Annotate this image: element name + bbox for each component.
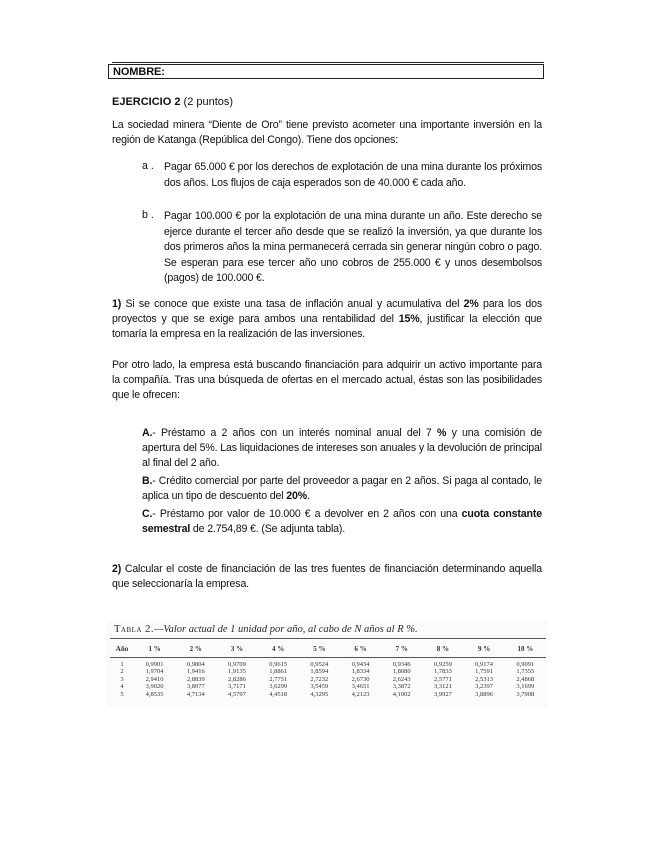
table-top-rule — [110, 638, 546, 639]
table-cell: 3,9020 — [145, 683, 164, 691]
exercise-title: EJERCICIO 2 — [112, 96, 181, 108]
financing-letter: A. — [142, 427, 153, 439]
inflation-rate: 2% — [463, 298, 479, 310]
table-title — [114, 624, 418, 635]
question-2 — [112, 562, 542, 592]
table-cell: 1,8861 — [269, 668, 288, 676]
table-title-text: —Valor actual de 1 unidad por año, al cabo de N años al R %. — [153, 624, 418, 635]
table-cell: 3,1699 — [516, 683, 535, 691]
table-cell: 2,8286 — [228, 675, 246, 683]
financing-option-b — [142, 474, 542, 504]
table-cell: 2,5313 — [475, 675, 494, 683]
table-cell: 0,9804 — [186, 661, 205, 668]
table-cell: 0,9259 — [433, 661, 452, 668]
present-value-table — [110, 644, 546, 698]
table-cell-year: 3 — [120, 675, 124, 683]
table-row — [110, 676, 546, 683]
financing-option-a — [142, 426, 542, 471]
exercise-heading — [112, 96, 233, 108]
financing-option-c — [142, 507, 542, 537]
table-cell: 0,9434 — [351, 661, 370, 668]
table-cell: 1,8334 — [351, 668, 370, 676]
financing-text: de 2.754,89 €. (Se adjunta tabla). — [190, 523, 346, 535]
table-cell: 3,4651 — [351, 683, 370, 691]
table-header-rate: 7 % — [395, 645, 408, 653]
table-cell: 4,7134 — [186, 690, 205, 698]
table-cell: 1,7833 — [433, 668, 452, 676]
table-header-rate: 2 % — [189, 645, 202, 653]
table-cell: 0,9709 — [228, 661, 246, 668]
table-cell: 1,9704 — [145, 668, 164, 676]
table-row — [110, 661, 546, 668]
question-2-text: Calcular el coste de financiación de las tres fuentes de financiación determinando aquella que seleccionaría la empresa. — [112, 563, 542, 590]
table-cell: 2,7232 — [310, 675, 329, 683]
exercise-points: (2 puntos) — [183, 96, 234, 108]
table-cell-year: 2 — [120, 668, 124, 676]
table-header-rate: 6 % — [354, 645, 367, 653]
table-cell: 1,9135 — [228, 668, 246, 676]
question-1-text: , justificar la elección que tomaría la empresa en la realización de las inversiones. — [112, 313, 542, 340]
table-cell: 0,9091 — [516, 661, 535, 668]
financing-letter: C. — [142, 508, 153, 520]
table-cell: 4,1002 — [392, 690, 411, 698]
table-header-rate: 8 % — [436, 645, 450, 653]
financing-text: - Crédito comercial por parte del proveedor a pagar en 2 años. Si paga al contado, le aplica un tipo de descuento del — [142, 475, 542, 502]
table-cell: 2,7751 — [269, 675, 288, 683]
financing-bold: 20% — [286, 490, 307, 502]
table-cell: 4,3295 — [310, 690, 329, 698]
financing-letter: B. — [142, 475, 153, 487]
option-b-text: Pagar 100.000 € por la explotación de una mina durante un año. Este derecho se ejerce durante el tercer año desde que se realizó la inversión, ya que durante los dos primeros años la mina permanecerá cerrada sin generar ningún cobro o pago. Se esperan para ese tercer año uno cobros de 255.000 € y unos desembolsos (pagos) de 100.000 €. — [164, 210, 542, 284]
table-cell: 0,9901 — [145, 661, 164, 668]
question-1-number: 1) — [112, 298, 122, 310]
table-cell: 3,8077 — [186, 683, 205, 691]
table-cell: 0,9346 — [392, 661, 411, 668]
question-1-text: Si se conoce que existe una tasa de inflación anual y acumulativa del — [121, 298, 464, 310]
table-cell: 3,5459 — [310, 683, 329, 691]
option-a-letter: a . — [142, 160, 154, 172]
financing-text: . — [306, 490, 310, 502]
table-header-rate: 3 % — [230, 645, 244, 653]
table-cell: 1,9416 — [186, 668, 205, 676]
table-cell-year: 1 — [120, 661, 124, 668]
table-header-rate: 1 % — [148, 645, 161, 653]
table-header-year: Año — [115, 645, 129, 653]
financing-text: - Préstamo por valor de 10.000 € a devolver en 2 años con una — [152, 508, 462, 520]
table-cell: 0,9174 — [475, 661, 494, 668]
table-header-rate: 4 % — [272, 645, 285, 653]
table-cell: 3,3121 — [433, 683, 452, 691]
name-label: NOMBRE: — [113, 66, 165, 78]
table-cell: 3,2397 — [475, 683, 494, 691]
table-cell: 3,6299 — [269, 683, 288, 691]
table-cell: 2,5771 — [433, 675, 452, 683]
table-row — [110, 668, 546, 675]
table-row — [110, 683, 546, 690]
question-1-text: para los dos proyectos y que se exige para ambos una rentabilidad del — [112, 298, 542, 325]
question-2-number: 2) — [112, 563, 122, 575]
option-b-letter: b . — [142, 209, 154, 221]
table-cell: 1,7355 — [516, 668, 535, 676]
table-cell-year: 5 — [120, 690, 124, 698]
table-cell: 0,9615 — [269, 661, 288, 668]
financing-bold: cuota constante semestral — [142, 508, 542, 535]
table-cell: 0,9524 — [310, 661, 329, 668]
table-cell: 4,8535 — [145, 690, 164, 698]
option-a-text: Pagar 65.000 € por los derechos de explotación de una mina durante los próximos dos años. Los flujos de caja esperados son de 40.000 € cada año. — [164, 161, 542, 189]
table-header-row — [110, 644, 546, 656]
table-cell: 3,8896 — [475, 690, 494, 698]
top-rule — [112, 62, 544, 63]
table-header-rate: 10 % — [517, 645, 534, 653]
table-cell: 2,6243 — [392, 675, 411, 683]
table-cell: 4,2123 — [351, 690, 370, 698]
table-cell: 3,9927 — [433, 690, 452, 698]
intro-paragraph: La sociedad minera “Diente de Oro” tiene previsto acometer una importante inversión en la región de Katanga (República del Congo). Tiene dos opciones: — [112, 119, 542, 146]
table-row — [110, 691, 546, 698]
table-header-rate: 5 % — [313, 645, 326, 653]
table-cell: 1,7591 — [475, 668, 494, 676]
table-cell: 2,8839 — [186, 675, 205, 683]
table-cell: 3,7908 — [516, 690, 535, 698]
required-return: 15% — [398, 313, 420, 325]
table-cell: 2,4868 — [516, 675, 535, 683]
table-cell: 4,4518 — [269, 690, 288, 698]
table-cell-year: 4 — [120, 683, 124, 691]
table-title-label: Tabla 2. — [114, 624, 154, 635]
table-cell: 2,9410 — [145, 675, 164, 683]
table-cell: 1,8594 — [310, 668, 329, 676]
table-cell: 3,3872 — [392, 683, 411, 691]
table-cell: 2,6730 — [351, 675, 370, 683]
financing-text: - Préstamo a 2 años con un interés nominal anual del 7 — [152, 427, 437, 439]
financing-intro: Por otro lado, la empresa está buscando financiación para adquirir un activo importante para la compañía. Tras una búsqueda de ofertas en el mercado actual, éstas son las posibilidades que le ofrecen: — [112, 359, 542, 401]
table-header-rate: 9 % — [477, 645, 491, 653]
table-cell: 1,8080 — [392, 668, 411, 676]
question-1 — [112, 297, 542, 342]
table-cell: 3,7171 — [228, 683, 246, 691]
table-cell: 4,5797 — [228, 690, 246, 698]
financing-text: y una comisión de apertura del 5%. Las liquidaciones de intereses son anuales y la devolución de principal al final del 2 año. — [142, 427, 542, 469]
name-field[interactable] — [108, 64, 544, 79]
financing-bold: % — [436, 427, 447, 439]
